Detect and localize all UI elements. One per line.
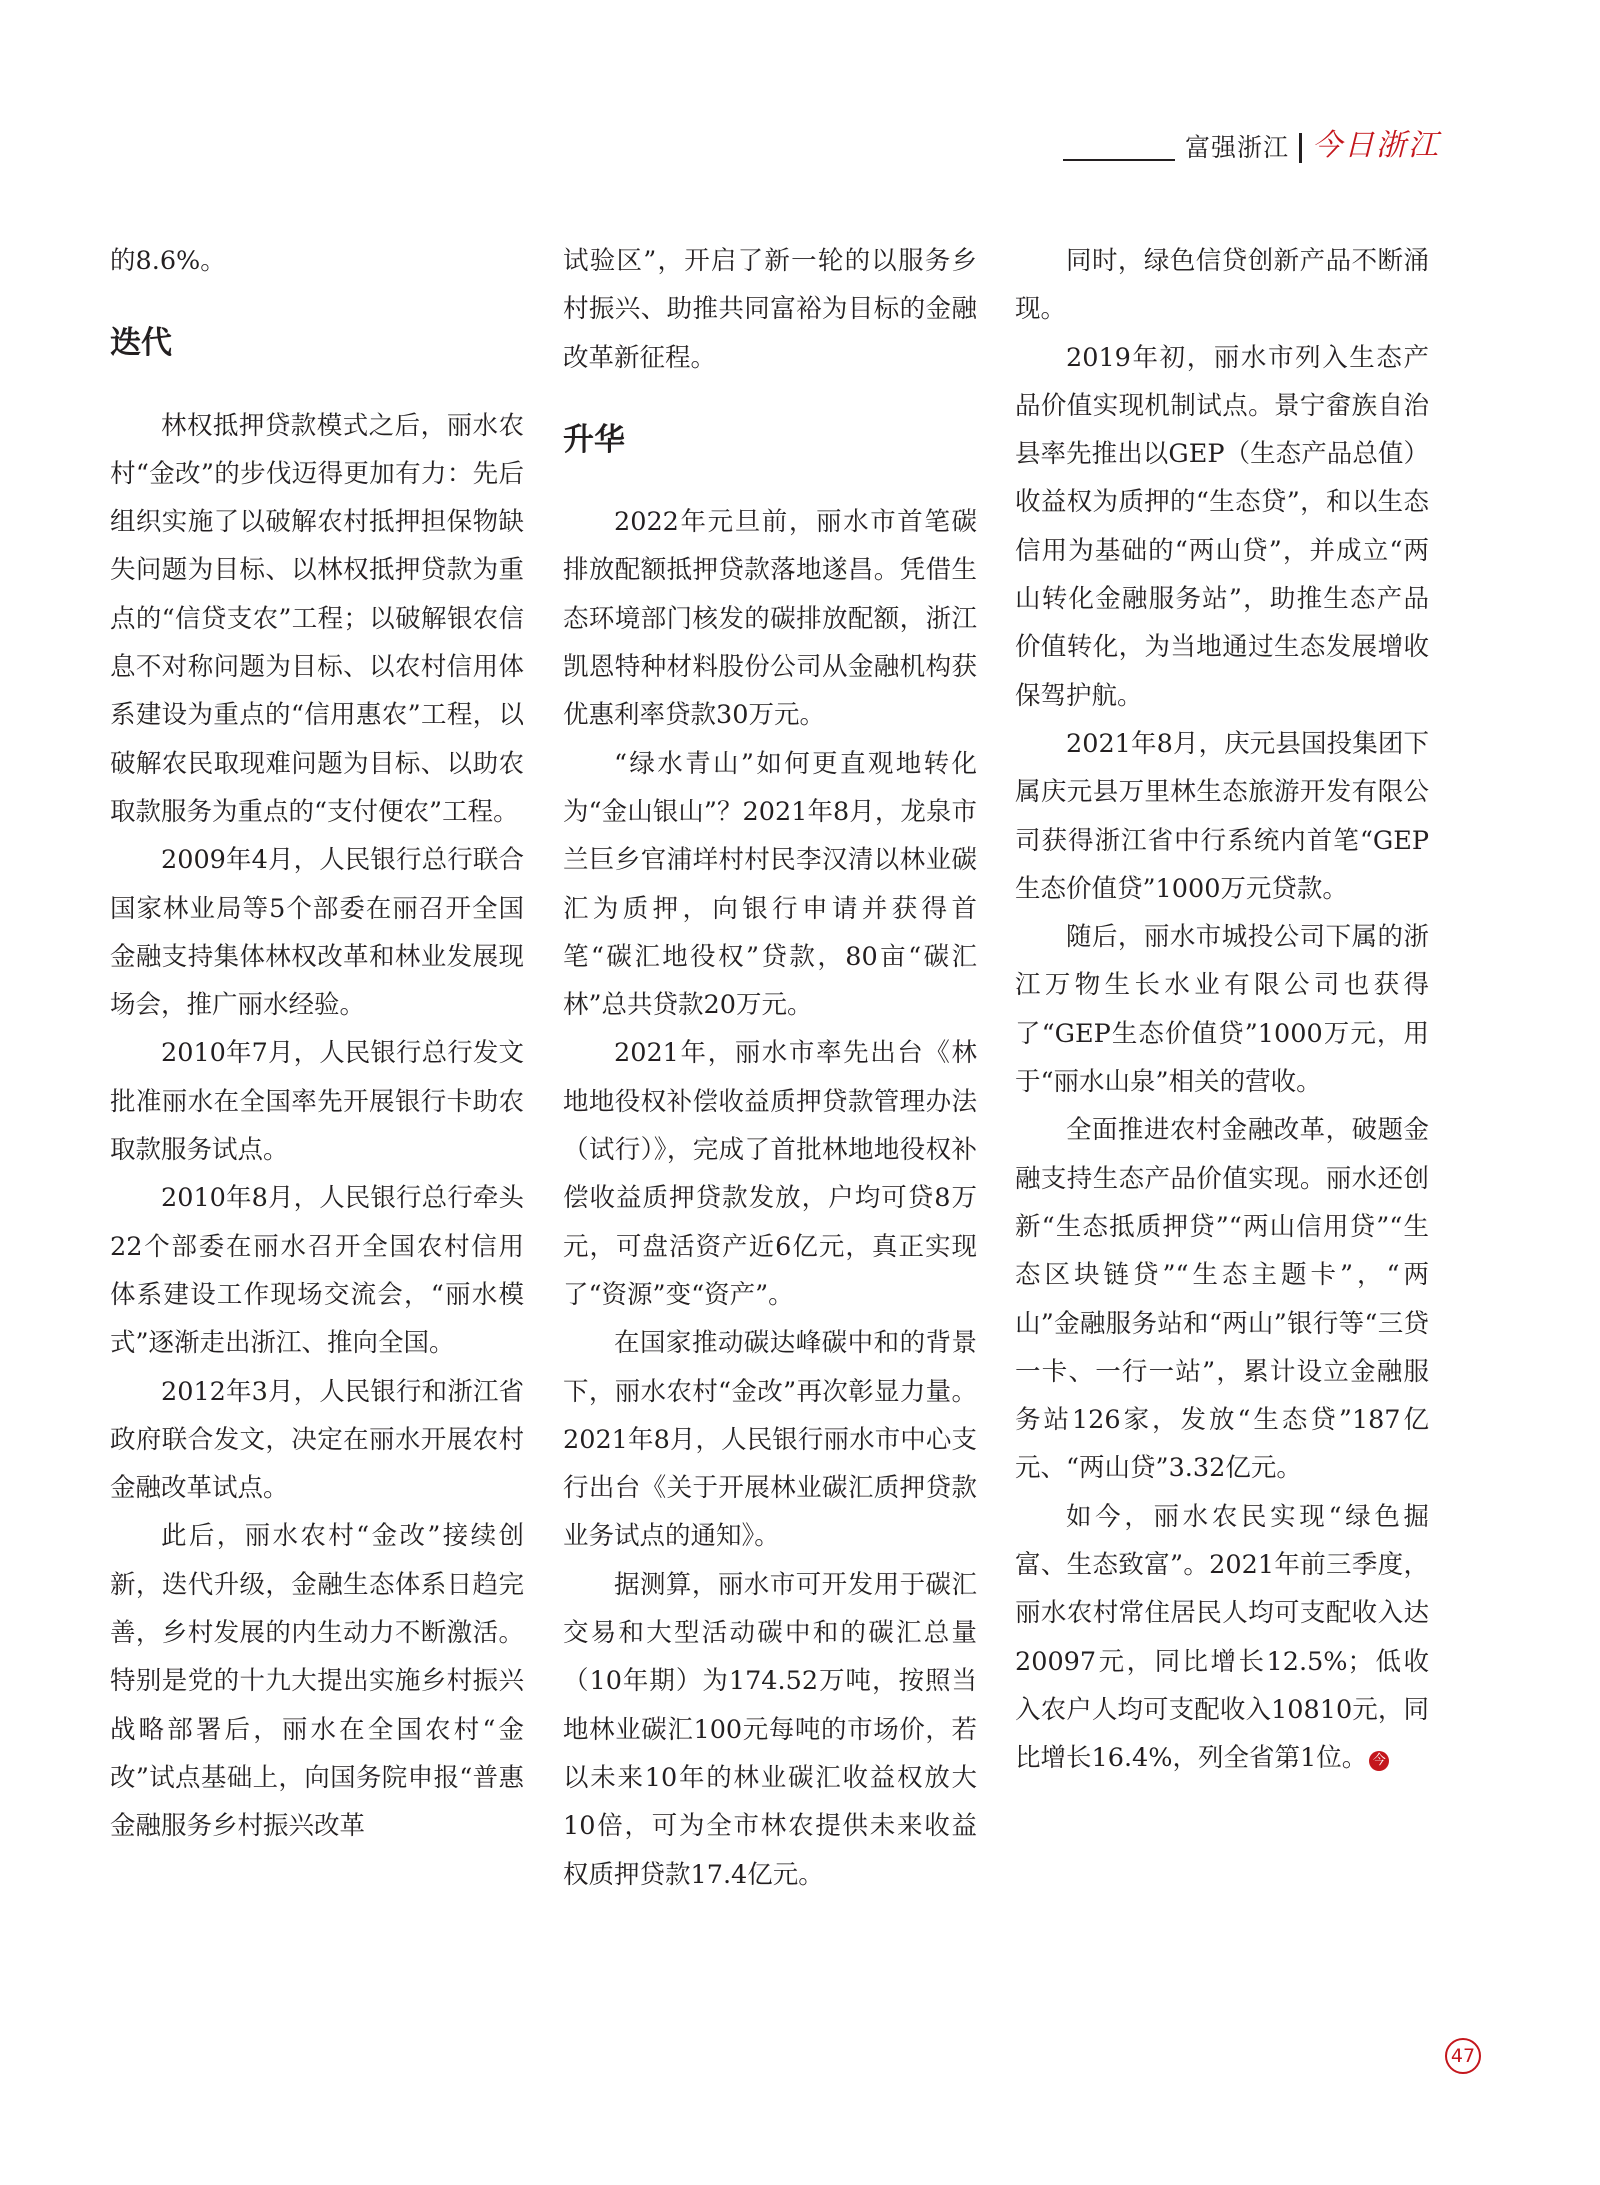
paragraph: 全面推进农村金融改革，破题金融支持生态产品价值实现。丽水还创新“生态抵质押贷”“两山信用贷”“生态区块链贷”“生态主题卡”，“两山”金融服务站和“两山”银行等“三贷一卡、一行一站”，累计设立金融服务站126家，发放“生态贷”187亿元、“两山贷”3.32亿元。: [1015, 1115, 1429, 1484]
text-column-2: [563, 237, 977, 1899]
paragraph: 2022年元旦前，丽水市首笔碳排放配额抵押贷款落地遂昌。凭借生态环境部门核发的碳排放配额，浙江凯恩特种材料股份公司从金融机构获优惠利率贷款30万元。: [563, 507, 977, 731]
paragraph: 的8.6%。: [110, 246, 226, 276]
paragraph: 林权抵押贷款模式之后，丽水农村“金改”的步伐迈得更加有力：先后组织实施了以破解农村抵押担保物缺失问题为目标、以林权抵押贷款为重点的“信贷支农”工程；以破解银农信息不对称问题为目标、以农村信用体系建设为重点的“信用惠农”工程，以破解农民取现难问题为目标、以助农取款服务为重点的“支付便农”工程。: [110, 410, 524, 827]
paragraph: 2019年初，丽水市列入生态产品价值实现机制试点。景宁畲族自治县率先推出以GEP（生态产品总值）收益权为质押的“生态贷”，和以生态信用为基础的“两山贷”，并成立“两山转化金融服务站”，助推生态产品价值转化，为当地通过生态发展增收保驾护航。: [1015, 342, 1429, 711]
running-header: [1063, 120, 1440, 164]
section-heading-iteration: 迭代: [110, 325, 172, 362]
paragraph: 试验区”，开启了新一轮的以服务乡村振兴、助推共同富裕为目标的金融改革新征程。: [563, 246, 977, 373]
paragraph: 同时，绿色信贷创新产品不断涌现。: [1015, 246, 1429, 325]
paragraph: 在国家推动碳达峰碳中和的背景下，丽水农村“金改”再次彰显力量。2021年8月，人民银行丽水市中心支行出台《关于开展林业碳汇质押贷款业务试点的通知》。: [563, 1328, 977, 1552]
header-rule: [1063, 159, 1175, 161]
paragraph: 2021年，丽水市率先出台《林地地役权补偿收益质押贷款管理办法（试行）》，完成了首批林地地役权补偿收益质押贷款发放，户均可贷8万元，可盘活资产近6亿元，真正实现了“资源”变“资产”。: [563, 1038, 977, 1310]
paragraph: 2012年3月，人民银行和浙江省政府联合发文，决定在丽水开展农村金融改革试点。: [110, 1376, 524, 1504]
paragraph: 2010年8月，人民银行总行牵头22个部委在丽水召开全国农村信用体系建设工作现场交流会，“丽水模式”逐渐走出浙江、推向全国。: [110, 1183, 524, 1359]
paragraph: 2010年7月，人民银行总行发文批准丽水在全国率先开展银行卡助农取款服务试点。: [110, 1038, 524, 1166]
paragraph: 2021年8月，庆元县国投集团下属庆元县万里林生态旅游开发有限公司获得浙江省中行系统内首笔“GEP生态价值贷”1000万元贷款。: [1015, 728, 1429, 904]
paragraph: “绿水青山”如何更直观地转化为“金山银山”？2021年8月，龙泉市兰巨乡官浦垟村村民李汉清以林业碳汇为质押，向银行申请并获得首笔“碳汇地役权”贷款，80亩“碳汇林”总共贷款20万元。: [563, 748, 977, 1021]
magazine-logo: 今日浙江: [1312, 128, 1440, 163]
end-of-article-icon: 今: [1369, 1751, 1389, 1771]
page-number: 47: [1445, 2038, 1481, 2074]
paragraph: 2009年4月，人民银行总行联合国家林业局等5个部委在丽召开全国金融支持集体林权改革和林业发展现场会，推广丽水经验。: [110, 845, 524, 1021]
paragraph: 据测算，丽水市可开发用于碳汇交易和大型活动碳中和的碳汇总量（10年期）为174.52万吨，按照当地林业碳汇100元每吨的市场价，若以未来10年的林业碳汇收益权放大10倍，可为全市林农提供未来收益权质押贷款17.4亿元。: [563, 1569, 977, 1890]
text-column-3: [1015, 237, 1429, 1783]
paragraph-text: 如今，丽水农民实现“绿色掘富、生态致富”。2021年前三季度，丽水农村常住居民人均可支配收入达20097元，同比增长12.5%；低收入农户人均可支配收入10810元，同比增长16.4%，列全省第1位。: [1015, 1501, 1429, 1774]
paragraph-final: [1015, 1493, 1429, 1783]
paragraph: 此后，丽水农村“金改”接续创新，迭代升级，金融生态体系日趋完善，乡村发展的内生动力不断激活。特别是党的十九大提出实施乡村振兴战略部署后，丽水在全国农村“金改”试点基础上，向国务院申报“普惠金融服务乡村振兴改革: [110, 1521, 524, 1842]
paragraph: 随后，丽水市城投公司下属的浙江万物生长水业有限公司也获得了“GEP生态价值贷”1000万元，用于“丽水山泉”相关的营收。: [1015, 922, 1429, 1098]
text-column-1: [110, 237, 524, 1851]
header-divider: [1299, 133, 1302, 163]
header-section-title: 富强浙江: [1184, 133, 1289, 162]
section-heading-elevation: 升华: [563, 421, 625, 458]
